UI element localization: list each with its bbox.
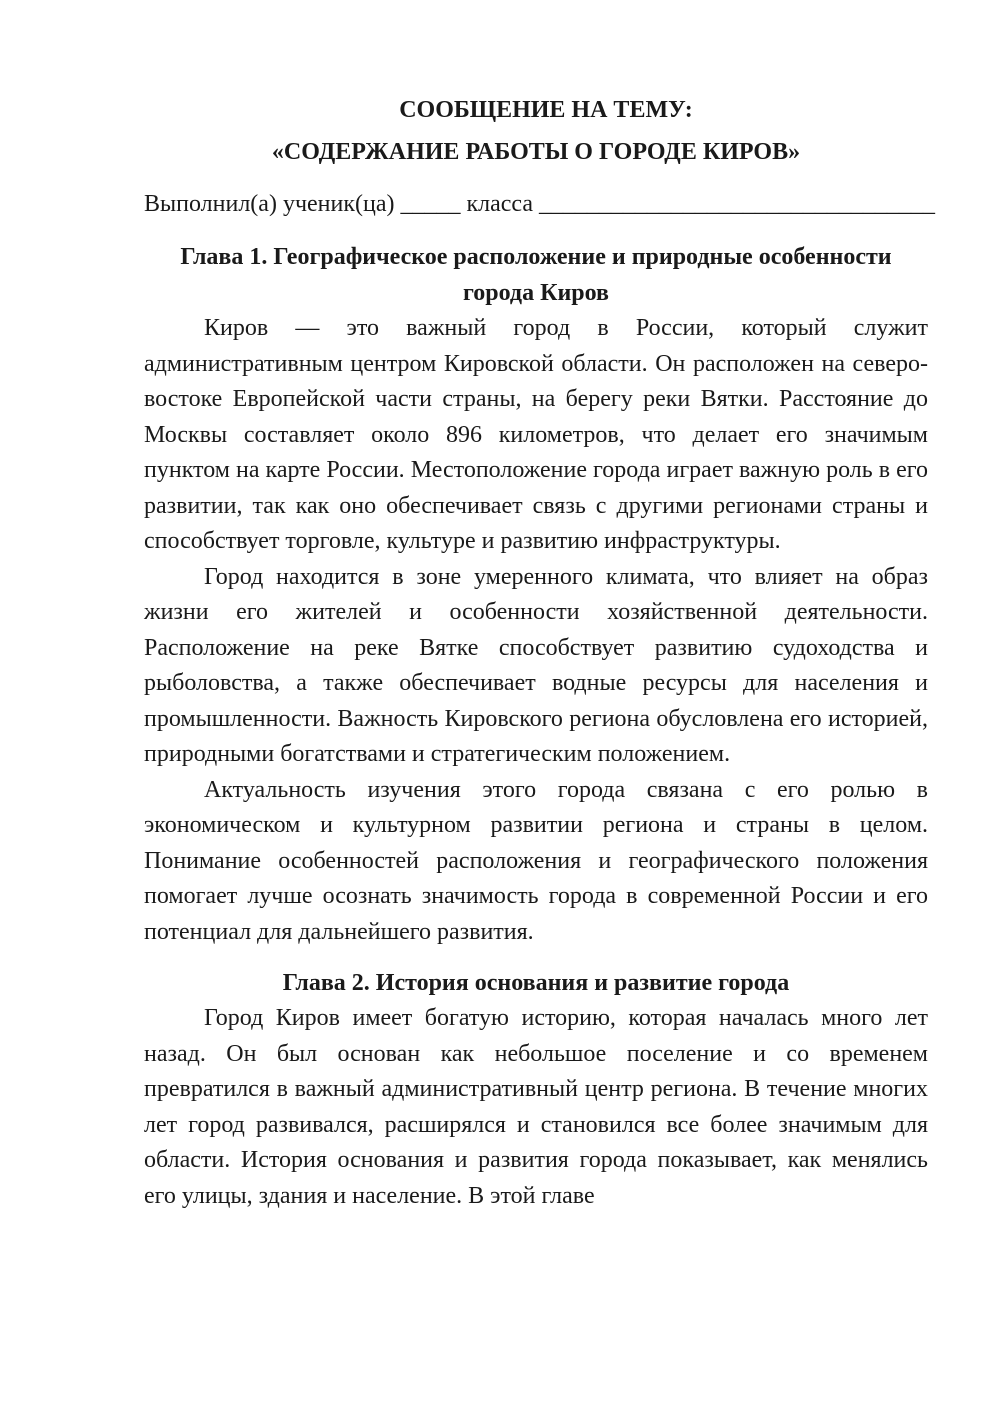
document-title-line1: СООБЩЕНИЕ НА ТЕМУ: bbox=[399, 97, 693, 123]
chapter-1-paragraph-2: Город находится в зоне умеренного климата, что влияет на образ жизни его жителей и особенности хозяйственной деятельности. Расположение на реке Вятке способствует развитию судоходства и рыболовства, а также обеспечивает водные ресурсы для населения и промышленности. Важность Кировского региона обусловлена его историей, природными богатствами и стратегическим положением. bbox=[144, 563, 928, 767]
chapter-1-paragraph-3: Актуальность изучения этого города связана с его ролью в экономическом и культурном развитии региона и страны в целом. Понимание особенностей расположения и географического положения помогает лучше осознать значимость города в современной России и его потенциал для дальнейшего развития. bbox=[144, 776, 928, 945]
chapter-1-paragraph-1: Киров — это важный город в России, который служит административным центром Кировской области. Он расположен на северо-востоке Европейской части страны, на берегу реки Вятки. Расстояние до Москвы составляет около 896 километров, что делает его значимым пунктом на карте России. Местоположение города играет важную роль в его развитии, так как оно обеспечивает связь с другими регионами страны и способствует торговле, культуре и развитию инфраструктуры. bbox=[144, 315, 928, 554]
chapter-2-heading: Глава 2. История основания и развитие города bbox=[282, 970, 790, 996]
document-page bbox=[144, 92, 936, 1214]
document-title-line2: «СОДЕРЖАНИЕ РАБОТЫ О ГОРОДЕ КИРОВ» bbox=[271, 139, 801, 165]
chapter-1-heading: Глава 1. Географическое расположение и природные особенности города Киров bbox=[180, 244, 892, 306]
author-byline: Выполнил(а) ученик(ца) _____ класса _________________________________ bbox=[144, 191, 936, 217]
chapter-2-paragraph-1: Город Киров имеет богатую историю, которая началась много лет назад. Он был основан как небольшое поселение и со временем превратился в важный административный центр региона. В течение многих лет город развивался, расширялся и становился все более значимым для области. История основания и развития города показывает, как менялись его улицы, здания и население. В этой главе bbox=[144, 1005, 928, 1209]
